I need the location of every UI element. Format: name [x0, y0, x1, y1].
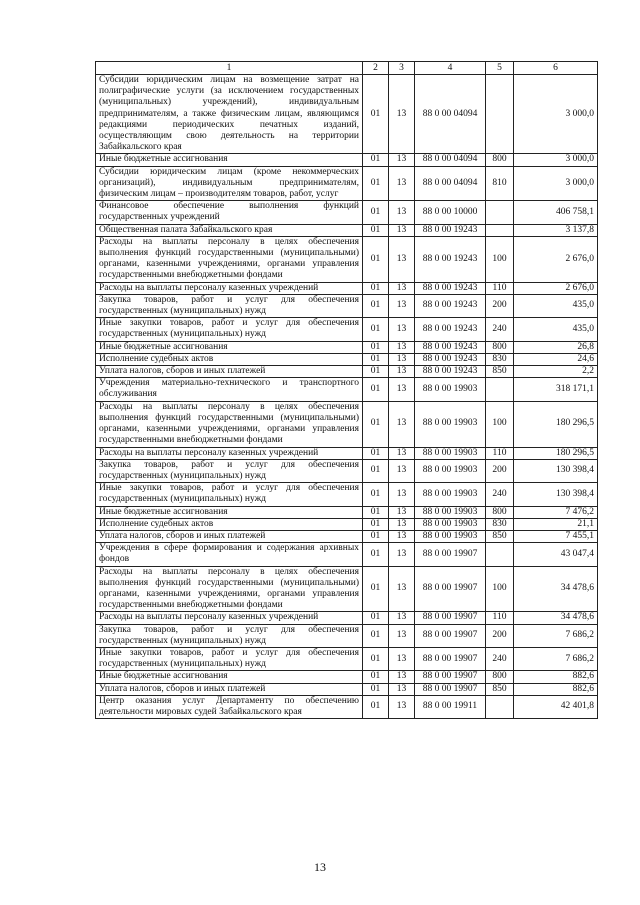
row-target-article-cell: 88 0 00 19903 [415, 530, 486, 542]
row-subsection-cell: 13 [389, 624, 415, 647]
row-target-article-cell: 88 0 00 19907 [415, 624, 486, 647]
row-name-cell: Исполнение судебных актов [96, 353, 363, 365]
row-section-cell: 01 [363, 483, 389, 506]
table-row [96, 671, 598, 683]
row-target-article-cell: 88 0 00 04094 [415, 75, 486, 154]
row-subsection-cell: 13 [389, 294, 415, 317]
row-expense-type-cell: 800 [486, 154, 514, 166]
table-row [96, 366, 598, 378]
row-subsection-cell: 13 [389, 483, 415, 506]
row-amount-cell: 7 686,2 [514, 624, 598, 647]
row-section-cell: 01 [363, 224, 389, 236]
table-row [96, 647, 598, 670]
row-subsection-cell: 13 [389, 518, 415, 530]
row-target-article-cell: 88 0 00 19903 [415, 518, 486, 530]
table-row [96, 282, 598, 294]
table-row [96, 401, 598, 447]
row-expense-type-cell: 830 [486, 353, 514, 365]
row-amount-cell: 180 296,5 [514, 447, 598, 459]
row-target-article-cell: 88 0 00 10000 [415, 201, 486, 224]
row-subsection-cell: 13 [389, 282, 415, 294]
table-row [96, 624, 598, 647]
row-name-cell: Закупка товаров, работ и услуг для обеспечения государственных (муниципальных) нужд [96, 624, 363, 647]
row-name-cell: Общественная палата Забайкальского края [96, 224, 363, 236]
row-subsection-cell: 13 [389, 612, 415, 624]
row-amount-cell: 43 047,4 [514, 543, 598, 566]
row-target-article-cell: 88 0 00 19907 [415, 543, 486, 566]
row-target-article-cell: 88 0 00 19243 [415, 282, 486, 294]
row-subsection-cell: 13 [389, 236, 415, 282]
row-amount-cell: 7 476,2 [514, 506, 598, 518]
row-amount-cell: 24,6 [514, 353, 598, 365]
row-expense-type-cell [486, 224, 514, 236]
row-target-article-cell: 88 0 00 19907 [415, 566, 486, 612]
row-expense-type-cell: 200 [486, 294, 514, 317]
row-target-article-cell: 88 0 00 19907 [415, 647, 486, 670]
row-amount-cell: 882,6 [514, 671, 598, 683]
row-name-cell: Учреждения в сфере формирования и содержания архивных фондов [96, 543, 363, 566]
table-row [96, 612, 598, 624]
row-subsection-cell: 13 [389, 224, 415, 236]
row-target-article-cell: 88 0 00 19243 [415, 353, 486, 365]
row-name-cell: Закупка товаров, работ и услуг для обеспечения государственных (муниципальных) нужд [96, 459, 363, 482]
row-amount-cell: 3 000,0 [514, 75, 598, 154]
row-amount-cell: 42 401,8 [514, 695, 598, 718]
row-name-cell: Субсидии юридическим лицам (кроме некоммерческих организаций), индивидуальным предпринимателям, физическим лицам – производителям товаров, работ, услуг [96, 166, 363, 201]
row-target-article-cell: 88 0 00 19903 [415, 447, 486, 459]
row-amount-cell: 882,6 [514, 683, 598, 695]
row-target-article-cell: 88 0 00 19243 [415, 341, 486, 353]
row-section-cell: 01 [363, 683, 389, 695]
row-expense-type-cell: 810 [486, 166, 514, 201]
row-name-cell: Расходы на выплаты персоналу в целях обеспечения выполнения функций государственными (муниципальными) органами, казенными учреждениями, органами управления государственными внебюджетными фондами [96, 401, 363, 447]
row-subsection-cell: 13 [389, 75, 415, 154]
row-target-article-cell: 88 0 00 19907 [415, 683, 486, 695]
table-row [96, 506, 598, 518]
row-target-article-cell: 88 0 00 19243 [415, 366, 486, 378]
row-subsection-cell: 13 [389, 530, 415, 542]
row-name-cell: Иные бюджетные ассигнования [96, 341, 363, 353]
row-name-cell: Центр оказания услуг Департаменту по обеспечению деятельности мировых судей Забайкальского края [96, 695, 363, 718]
table-row [96, 294, 598, 317]
row-expense-type-cell: 240 [486, 318, 514, 341]
row-amount-cell: 130 398,4 [514, 459, 598, 482]
row-section-cell: 01 [363, 154, 389, 166]
row-expense-type-cell: 830 [486, 518, 514, 530]
row-amount-cell: 130 398,4 [514, 483, 598, 506]
row-expense-type-cell: 240 [486, 647, 514, 670]
table-row [96, 530, 598, 542]
row-name-cell: Уплата налогов, сборов и иных платежей [96, 530, 363, 542]
row-target-article-cell: 88 0 00 19903 [415, 483, 486, 506]
row-name-cell: Исполнение судебных актов [96, 518, 363, 530]
row-expense-type-cell [486, 201, 514, 224]
row-amount-cell: 2,2 [514, 366, 598, 378]
table-row [96, 201, 598, 224]
row-name-cell: Иные бюджетные ассигнования [96, 671, 363, 683]
row-subsection-cell: 13 [389, 459, 415, 482]
row-subsection-cell: 13 [389, 166, 415, 201]
row-target-article-cell: 88 0 00 04094 [415, 154, 486, 166]
row-section-cell: 01 [363, 401, 389, 447]
row-section-cell: 01 [363, 695, 389, 718]
table-row [96, 353, 598, 365]
table-row [96, 459, 598, 482]
row-expense-type-cell [486, 695, 514, 718]
table-row [96, 543, 598, 566]
row-section-cell: 01 [363, 75, 389, 154]
header-cell-vr: 5 [486, 62, 514, 75]
row-section-cell: 01 [363, 201, 389, 224]
row-amount-cell: 435,0 [514, 294, 598, 317]
table-row [96, 154, 598, 166]
row-section-cell: 01 [363, 671, 389, 683]
row-subsection-cell: 13 [389, 543, 415, 566]
table-row [96, 166, 598, 201]
row-amount-cell: 3 000,0 [514, 154, 598, 166]
row-section-cell: 01 [363, 459, 389, 482]
row-amount-cell: 318 171,1 [514, 378, 598, 401]
row-expense-type-cell: 800 [486, 341, 514, 353]
row-target-article-cell: 88 0 00 19243 [415, 224, 486, 236]
header-cell-rz: 2 [363, 62, 389, 75]
row-name-cell: Иные закупки товаров, работ и услуг для обеспечения государственных (муниципальных) нужд [96, 483, 363, 506]
row-subsection-cell: 13 [389, 695, 415, 718]
page-number: 13 [314, 860, 326, 874]
row-name-cell: Уплата налогов, сборов и иных платежей [96, 366, 363, 378]
row-expense-type-cell: 110 [486, 447, 514, 459]
table-row [96, 518, 598, 530]
row-section-cell: 01 [363, 378, 389, 401]
row-target-article-cell: 88 0 00 19903 [415, 378, 486, 401]
row-subsection-cell: 13 [389, 378, 415, 401]
row-subsection-cell: 13 [389, 318, 415, 341]
table-row [96, 378, 598, 401]
row-section-cell: 01 [363, 612, 389, 624]
row-name-cell: Иные бюджетные ассигнования [96, 154, 363, 166]
row-expense-type-cell: 100 [486, 401, 514, 447]
row-target-article-cell: 88 0 00 19903 [415, 401, 486, 447]
header-cell-name: 1 [96, 62, 363, 75]
row-section-cell: 01 [363, 530, 389, 542]
row-subsection-cell: 13 [389, 683, 415, 695]
row-amount-cell: 7 686,2 [514, 647, 598, 670]
row-expense-type-cell: 110 [486, 612, 514, 624]
row-expense-type-cell: 110 [486, 282, 514, 294]
row-name-cell: Иные закупки товаров, работ и услуг для обеспечения государственных (муниципальных) нужд [96, 318, 363, 341]
row-expense-type-cell [486, 543, 514, 566]
row-target-article-cell: 88 0 00 19907 [415, 612, 486, 624]
row-section-cell: 01 [363, 543, 389, 566]
row-amount-cell: 21,1 [514, 518, 598, 530]
row-subsection-cell: 13 [389, 341, 415, 353]
row-name-cell: Расходы на выплаты персоналу казенных учреждений [96, 282, 363, 294]
row-section-cell: 01 [363, 294, 389, 317]
row-expense-type-cell: 200 [486, 459, 514, 482]
budget-table [95, 61, 598, 719]
row-amount-cell: 180 296,5 [514, 401, 598, 447]
row-target-article-cell: 88 0 00 19903 [415, 459, 486, 482]
row-section-cell: 01 [363, 318, 389, 341]
row-expense-type-cell [486, 75, 514, 154]
row-name-cell: Учреждения материально-технического и транспортного обслуживания [96, 378, 363, 401]
row-amount-cell: 435,0 [514, 318, 598, 341]
row-section-cell: 01 [363, 341, 389, 353]
row-subsection-cell: 13 [389, 506, 415, 518]
row-expense-type-cell: 100 [486, 566, 514, 612]
header-row [96, 62, 598, 75]
row-name-cell: Субсидии юридическим лицам на возмещение затрат на полиграфические услуги (за исключением государственных (муниципальных) учреждений), индивидуальным предпринимателям, а также физическим лицам, являющимся редакциями периодических печатных изданий, осуществляющим свою деятельность на территории Забайкальского края [96, 75, 363, 154]
row-section-cell: 01 [363, 624, 389, 647]
row-target-article-cell: 88 0 00 04094 [415, 166, 486, 201]
row-subsection-cell: 13 [389, 647, 415, 670]
table-row [96, 75, 598, 154]
row-subsection-cell: 13 [389, 566, 415, 612]
row-section-cell: 01 [363, 447, 389, 459]
row-target-article-cell: 88 0 00 19911 [415, 695, 486, 718]
row-target-article-cell: 88 0 00 19907 [415, 671, 486, 683]
row-expense-type-cell [486, 378, 514, 401]
row-name-cell: Уплата налогов, сборов и иных платежей [96, 683, 363, 695]
row-amount-cell: 34 478,6 [514, 566, 598, 612]
row-expense-type-cell: 200 [486, 624, 514, 647]
row-subsection-cell: 13 [389, 154, 415, 166]
table-row [96, 318, 598, 341]
row-amount-cell: 2 676,0 [514, 236, 598, 282]
row-subsection-cell: 13 [389, 671, 415, 683]
row-target-article-cell: 88 0 00 19243 [415, 294, 486, 317]
row-name-cell: Расходы на выплаты персоналу в целях обеспечения выполнения функций государственными (муниципальными) органами, казенными учреждениями, органами управления государственными внебюджетными фондами [96, 566, 363, 612]
row-expense-type-cell: 800 [486, 506, 514, 518]
row-amount-cell: 406 758,1 [514, 201, 598, 224]
row-expense-type-cell: 240 [486, 483, 514, 506]
row-name-cell: Иные закупки товаров, работ и услуг для обеспечения государственных (муниципальных) нужд [96, 647, 363, 670]
row-subsection-cell: 13 [389, 366, 415, 378]
row-expense-type-cell: 100 [486, 236, 514, 282]
row-section-cell: 01 [363, 236, 389, 282]
row-name-cell: Расходы на выплаты персоналу казенных учреждений [96, 447, 363, 459]
header-cell-csr: 4 [415, 62, 486, 75]
row-name-cell: Расходы на выплаты персоналу в целях обеспечения выполнения функций государственными (муниципальными) органами, казенными учреждениями, органами управления государственными внебюджетными фондами [96, 236, 363, 282]
table-row [96, 236, 598, 282]
row-section-cell: 01 [363, 566, 389, 612]
row-name-cell: Иные бюджетные ассигнования [96, 506, 363, 518]
row-amount-cell: 26,8 [514, 341, 598, 353]
header-cell-sum: 6 [514, 62, 598, 75]
row-target-article-cell: 88 0 00 19903 [415, 506, 486, 518]
table-row [96, 341, 598, 353]
row-amount-cell: 7 455,1 [514, 530, 598, 542]
row-name-cell: Закупка товаров, работ и услуг для обеспечения государственных (муниципальных) нужд [96, 294, 363, 317]
row-section-cell: 01 [363, 518, 389, 530]
row-section-cell: 01 [363, 353, 389, 365]
row-subsection-cell: 13 [389, 201, 415, 224]
row-section-cell: 01 [363, 282, 389, 294]
table-row [96, 695, 598, 718]
row-expense-type-cell: 850 [486, 530, 514, 542]
row-name-cell: Финансовое обеспечение выполнения функций государственных учреждений [96, 201, 363, 224]
row-subsection-cell: 13 [389, 353, 415, 365]
table-row [96, 683, 598, 695]
table-row [96, 483, 598, 506]
table-row [96, 566, 598, 612]
header-cell-pr: 3 [389, 62, 415, 75]
row-expense-type-cell: 800 [486, 671, 514, 683]
row-amount-cell: 3 000,0 [514, 166, 598, 201]
row-expense-type-cell: 850 [486, 683, 514, 695]
row-section-cell: 01 [363, 166, 389, 201]
row-section-cell: 01 [363, 366, 389, 378]
table-row [96, 224, 598, 236]
row-subsection-cell: 13 [389, 401, 415, 447]
row-subsection-cell: 13 [389, 447, 415, 459]
row-section-cell: 01 [363, 647, 389, 670]
row-target-article-cell: 88 0 00 19243 [415, 318, 486, 341]
row-expense-type-cell: 850 [486, 366, 514, 378]
row-amount-cell: 2 676,0 [514, 282, 598, 294]
table-row [96, 447, 598, 459]
row-section-cell: 01 [363, 506, 389, 518]
row-name-cell: Расходы на выплаты персоналу казенных учреждений [96, 612, 363, 624]
row-target-article-cell: 88 0 00 19243 [415, 236, 486, 282]
row-amount-cell: 3 137,8 [514, 224, 598, 236]
row-amount-cell: 34 478,6 [514, 612, 598, 624]
